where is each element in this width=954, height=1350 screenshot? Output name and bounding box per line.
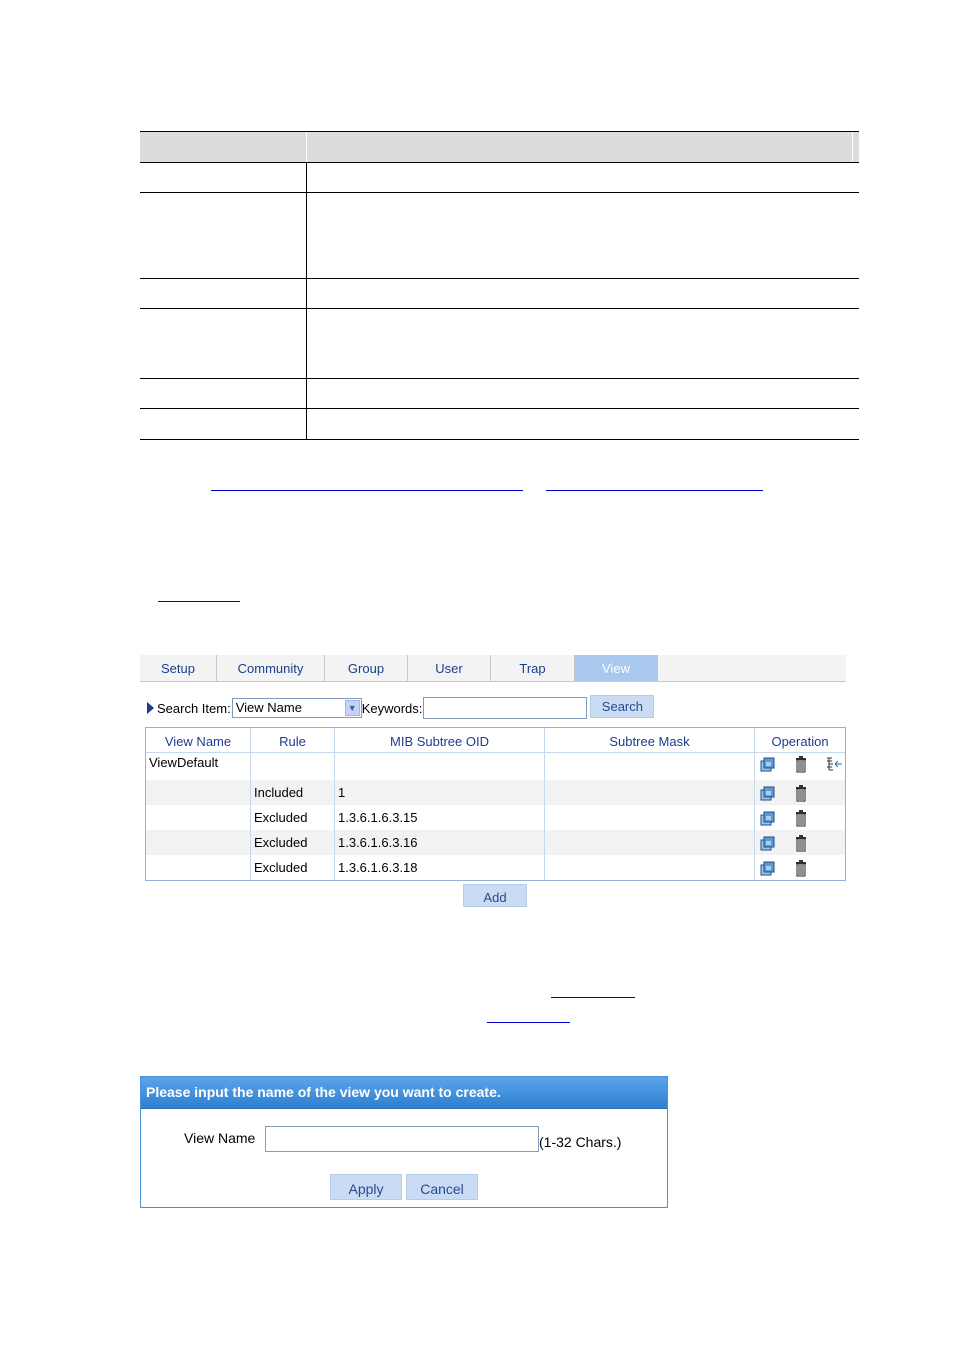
cell-mask [545,830,755,855]
parameter-table-row [140,193,859,279]
snmp-tab-bar [140,655,846,682]
triangle-bullet-icon [147,702,154,714]
parameter-table-row [140,379,859,409]
view-table [145,727,846,881]
parameter-table [140,131,859,440]
keywords-label: Keywords: [361,700,423,716]
cell-rule: Excluded [251,830,335,855]
view-table-header [146,728,845,753]
cell-oid: 1.3.6.1.6.3.15 [335,805,545,830]
apply-button[interactable]: Apply [330,1174,402,1200]
cell-rule: Included [251,780,335,805]
delete-icon[interactable] [792,859,810,877]
delete-icon[interactable] [792,784,810,802]
tab-view[interactable]: View [575,655,658,681]
edit-icon[interactable] [759,834,777,852]
cell-mask [545,805,755,830]
cell-view: ViewDefault [146,753,251,780]
figure-reference-link[interactable] [487,1022,570,1023]
cell-rule: Excluded [251,855,335,880]
tab-trap[interactable]: Trap [491,655,575,681]
search-item-label: Search Item: [157,700,231,716]
cell-mask [545,780,755,805]
delete-icon[interactable] [792,809,810,827]
edit-icon[interactable] [759,809,777,827]
cell-rule [251,753,335,780]
edit-icon[interactable] [759,859,777,877]
search-item-select[interactable] [232,698,362,718]
view-name-hint: (1-32 Chars.) [539,1134,622,1150]
cell-oid: 1 [335,780,545,805]
cell-view [146,855,251,880]
table-row [146,753,845,780]
cell-oid: 1.3.6.1.6.3.18 [335,855,545,880]
cross-reference-link[interactable] [211,490,523,491]
cell-operation [755,753,845,780]
figure-reference-link[interactable] [551,997,635,998]
column-header[interactable]: Rule [251,728,335,752]
column-header[interactable]: Subtree Mask [545,728,755,752]
cell-view [146,830,251,855]
edit-icon[interactable] [759,784,777,802]
column-header[interactable]: View Name [146,728,251,752]
tab-group[interactable]: Group [325,655,408,681]
cell-operation [755,780,845,805]
cell-oid [335,753,545,780]
view-name-input[interactable] [265,1126,539,1152]
table-row [146,855,845,880]
delete-icon[interactable] [792,755,810,773]
table-row [146,830,845,855]
parameter-table-row [140,163,859,193]
parameter-table-row [140,279,859,309]
cell-mask [545,855,755,880]
cross-reference-link[interactable] [546,490,763,491]
cancel-button[interactable]: Cancel [406,1174,478,1200]
cell-operation [755,805,845,830]
parameter-table-row [140,409,859,440]
parameter-table-header [140,131,859,163]
table-row [146,780,845,805]
cell-mask [545,753,755,780]
column-header[interactable]: MIB Subtree OID [335,728,545,752]
tab-setup[interactable]: Setup [140,655,217,681]
table-row [146,805,845,830]
cell-operation [755,855,845,880]
dialog-title: Please input the name of the view you want to create. [141,1077,667,1109]
add-rule-icon[interactable] [825,755,843,773]
chevron-down-icon[interactable]: ▼ [345,700,360,716]
figure-reference-link[interactable] [158,601,240,602]
cell-rule: Excluded [251,805,335,830]
search-item-selected-value: View Name [235,700,302,715]
add-view-button[interactable]: Add [463,884,527,907]
cell-view [146,780,251,805]
cell-operation [755,830,845,855]
tab-user[interactable]: User [408,655,491,681]
parameter-table-row [140,309,859,379]
delete-icon[interactable] [792,834,810,852]
search-button[interactable]: Search [590,695,654,718]
cell-oid: 1.3.6.1.6.3.16 [335,830,545,855]
tab-community[interactable]: Community [217,655,325,681]
view-name-label: View Name [184,1130,256,1146]
cell-view [146,805,251,830]
edit-icon[interactable] [759,755,777,773]
search-bar [147,695,654,721]
keywords-input[interactable] [423,697,587,719]
create-view-dialog [140,1076,668,1208]
column-header[interactable]: Operation [771,734,829,749]
